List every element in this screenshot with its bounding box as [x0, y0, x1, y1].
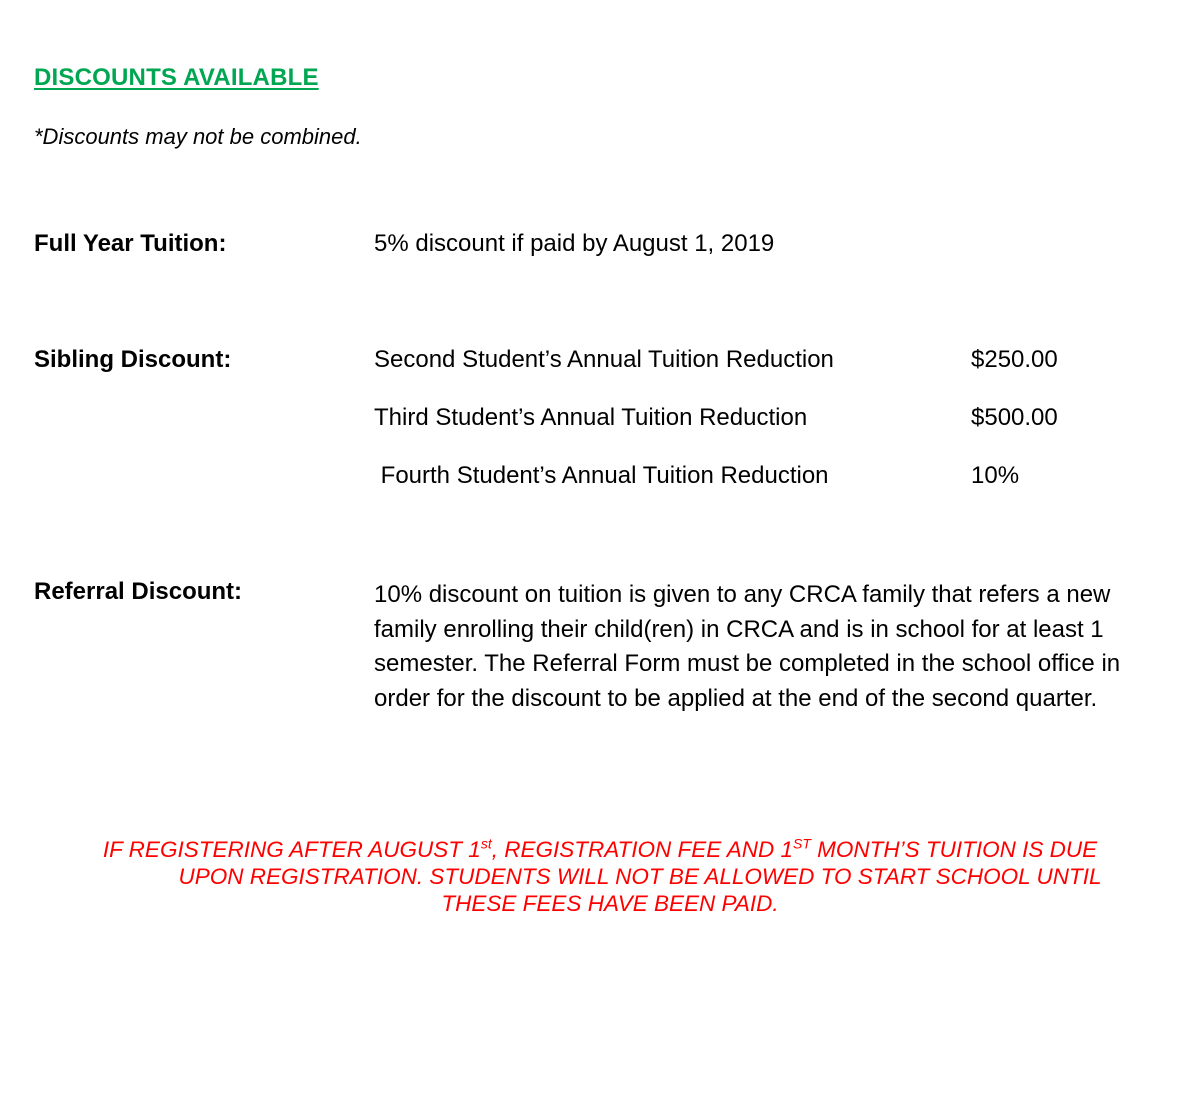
sibling-label: Sibling Discount:	[34, 346, 232, 373]
sibling-row-amount: $250.00	[971, 346, 1058, 373]
discount-note: *Discounts may not be combined.	[34, 124, 362, 149]
referral-label: Referral Discount:	[34, 578, 243, 605]
sibling-row-text: Fourth Student’s Annual Tuition Reduction	[374, 462, 829, 489]
registration-warning	[20, 836, 1180, 917]
sibling-row-text: Third Student’s Annual Tuition Reduction	[374, 404, 808, 431]
full-year-text: 5% discount if paid by August 1, 2019	[374, 230, 775, 257]
referral-text: 10% discount on tuition is given to any CRCA family that refers a new family enrolling their child(ren) in CRCA and is in school for at least 1 semester. The Referral Form must be completed in the school office in order for the discount to be applied at the end of the second quarter.	[374, 581, 1121, 712]
sibling-row-text: Second Student’s Annual Tuition Reduction	[374, 346, 834, 373]
warning-line-2: UPON REGISTRATION. STUDENTS WILL NOT BE ALLOWED TO START SCHOOL UNTIL	[178, 864, 1102, 889]
sibling-row-amount: $500.00	[971, 404, 1058, 431]
warning-line-3: THESE FEES HAVE BEEN PAID.	[441, 891, 779, 916]
sibling-row-amount: 10%	[971, 462, 1020, 489]
warning-line-1: IF REGISTERING AFTER AUGUST 1st, REGISTRATION FEE AND 1ST MONTH’S TUITION IS DUE	[102, 835, 1098, 862]
full-year-label: Full Year Tuition:	[34, 230, 227, 257]
page-title: DISCOUNTS AVAILABLE	[34, 64, 319, 91]
